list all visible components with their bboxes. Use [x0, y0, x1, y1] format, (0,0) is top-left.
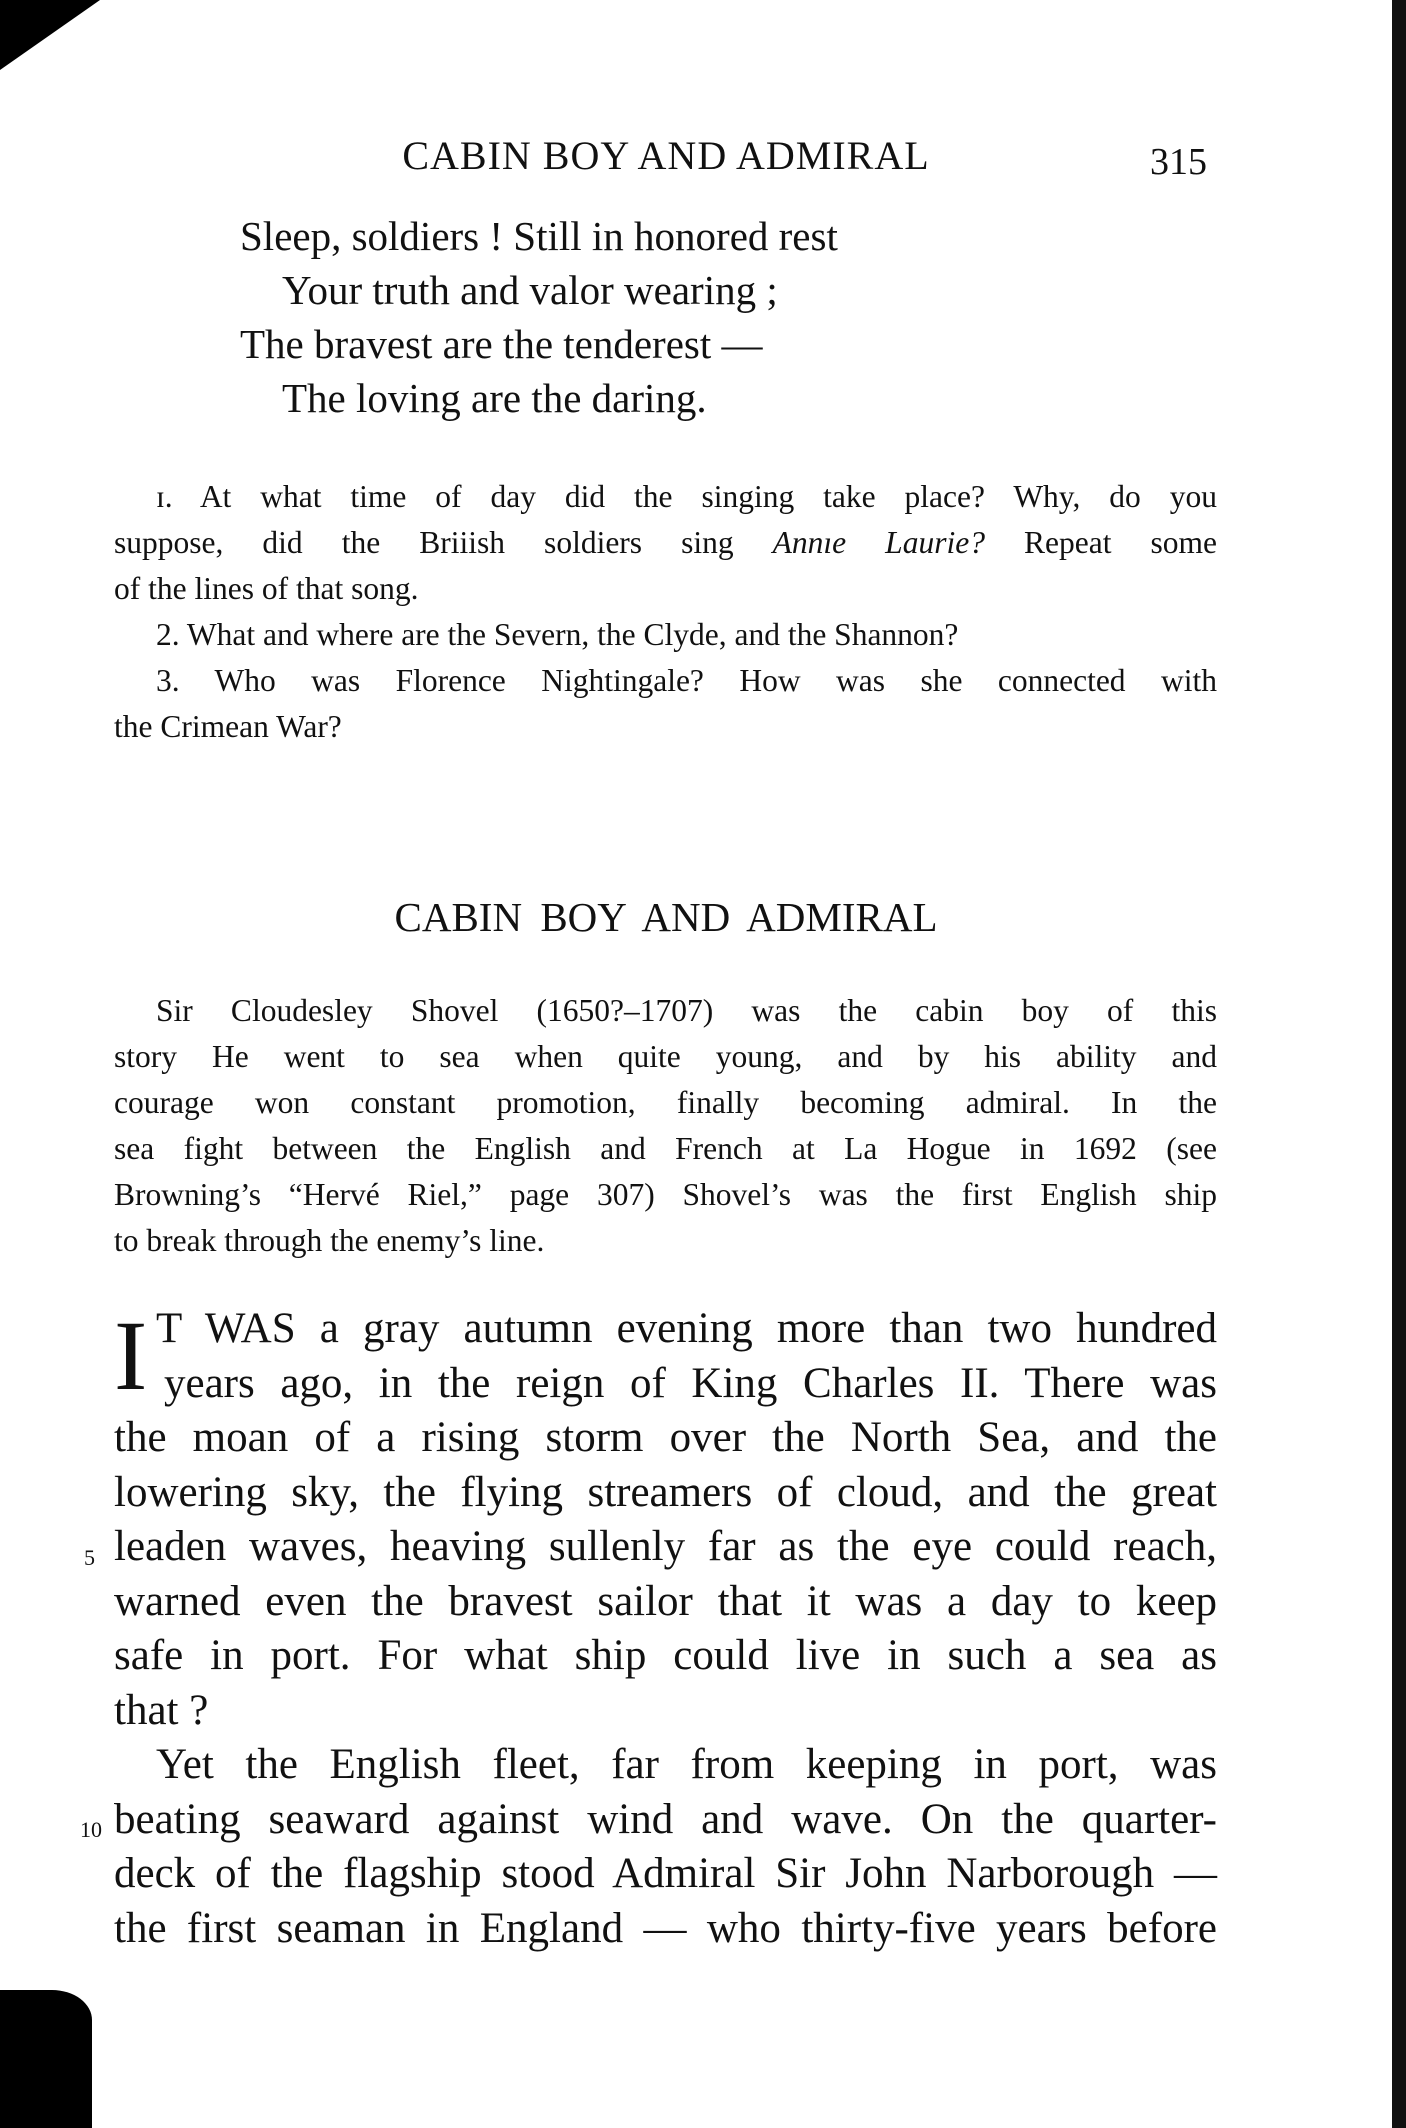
running-header: CABIN BOY AND ADMIRAL: [402, 133, 930, 178]
line-number: 10: [80, 1817, 102, 1842]
intro-line: sea fight between the English and French at La Hogue in 1692 (see: [114, 1131, 1217, 1166]
poem-line: Sleep, soldiers ! Still in honored rest: [240, 213, 838, 259]
drop-cap: I: [114, 1300, 148, 1411]
question-1-cont: [114, 520, 1217, 566]
song-title: Annıe Laurie?: [772, 525, 985, 560]
chapter-title: CABIN BOY AND ADMIRAL: [394, 894, 938, 940]
body-line: beating seaward against wind and wave. On the quarter-: [114, 1795, 1217, 1843]
text: Repeat some: [1024, 525, 1217, 560]
body-line: the first seaman in England — who thirty-five years before: [114, 1904, 1217, 1952]
body-line: warned even the bravest sailor that it was a day to keep: [114, 1577, 1217, 1625]
scan-shadow-bottom-left: [0, 1990, 92, 2128]
question-2: 2. What and where are the Severn, the Clyde, and the Shannon?: [156, 617, 959, 652]
intro-line: Browning’s “Hervé Riel,” page 307) Shovel’s was the first English ship: [114, 1177, 1217, 1212]
intro-line: Sir Cloudesley Shovel (1650?–1707) was the cabin boy of this: [156, 993, 1217, 1028]
question-1: ɪ. At what time of day did the singing take place? Why, do you: [156, 479, 1217, 514]
body-line: the moan of a rising storm over the North Sea, and the: [114, 1414, 1217, 1461]
scan-edge-right: [1392, 0, 1406, 2128]
intro-line: to break through the enemy’s line.: [114, 1223, 545, 1258]
poem-line: The loving are the daring.: [282, 375, 707, 421]
page-number: 315: [1150, 141, 1207, 183]
body-line: T WAS a gray autumn evening more than two hundred: [156, 1305, 1217, 1352]
body-line: safe in port. For what ship could live in such a sea as: [114, 1632, 1217, 1679]
body-line: Yet the English fleet, far from keeping in port, was: [156, 1741, 1217, 1788]
body-line: leaden waves, heaving sullenly far as the eye could reach,: [114, 1523, 1217, 1570]
poem-line: The bravest are the tenderest —: [240, 321, 763, 367]
question-3-end: the Crimean War?: [114, 709, 342, 744]
text: suppose, did the Briiish soldiers sing: [114, 525, 734, 560]
body-text: [114, 1302, 1217, 1956]
line-number: 5: [84, 1545, 95, 1570]
body-line: deck of the flagship stood Admiral Sir John Narborough —: [114, 1850, 1217, 1897]
intro-line: story He went to sea when quite young, and by his ability and: [114, 1039, 1217, 1074]
intro-paragraph: [114, 988, 1217, 1264]
body-line: years ago, in the reign of King Charles II. There was: [164, 1359, 1217, 1407]
question-1-end: of the lines of that song.: [114, 571, 419, 606]
poem-line: Your truth and valor wearing ;: [282, 267, 778, 313]
body-line: lowering sky, the flying streamers of cloud, and the great: [114, 1468, 1217, 1516]
study-questions: [114, 474, 1217, 750]
body-line: that ?: [114, 1686, 209, 1734]
question-3: 3. Who was Florence Nightingale? How was she connected with: [156, 663, 1217, 698]
scan-shadow-top-left: [0, 0, 100, 70]
intro-line: courage won constant promotion, finally becoming admiral. In the: [114, 1085, 1217, 1120]
